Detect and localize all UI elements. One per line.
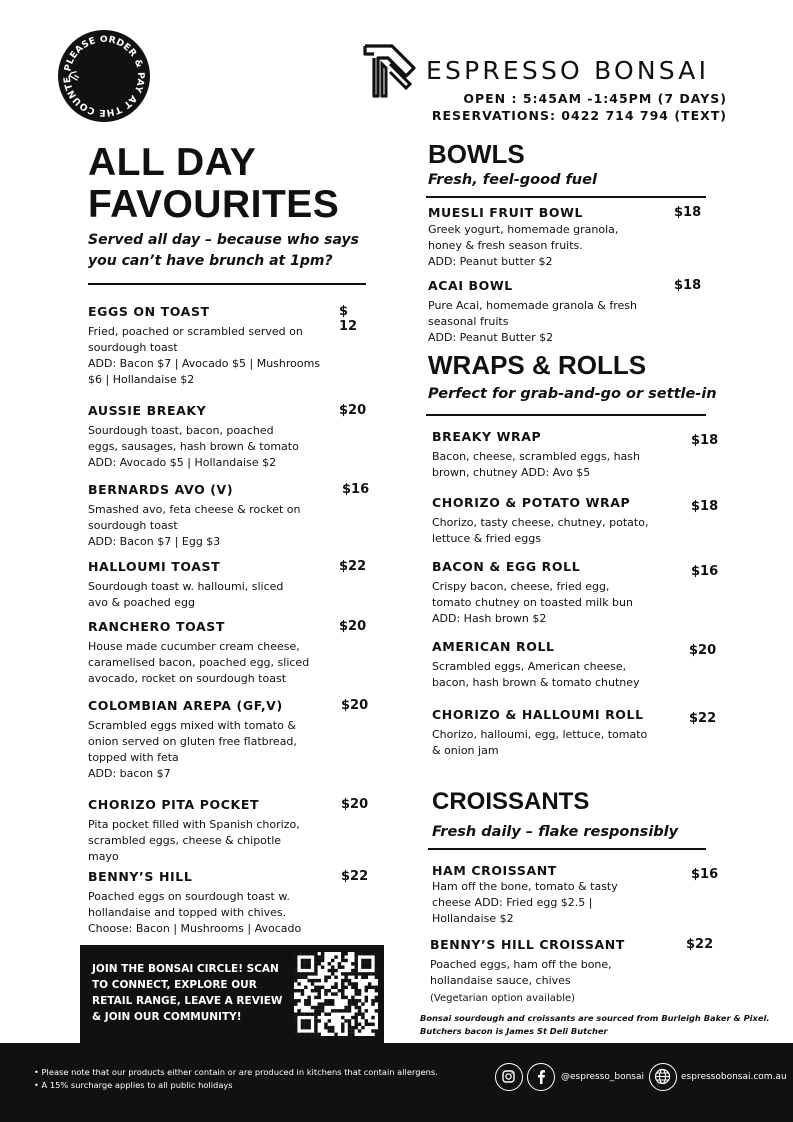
menu-item [88, 869, 370, 937]
espresso-bonsai-logo-icon [362, 42, 418, 100]
favourites-tagline [88, 230, 359, 272]
item-price: $16 [691, 564, 719, 579]
item-price: $20 [341, 797, 369, 812]
tagline-line-2: you can’t have brunch at 1pm? [88, 253, 333, 269]
bowls-title: BOWLS [428, 139, 525, 169]
wraps-title: WRAPS & ROLLS [428, 350, 647, 380]
sourcing-note: Bonsai sourdough and croissants are sourced from Burleigh Baker & Pixel. Butchers bacon is James St Deli Butcher [420, 1013, 770, 1036]
order-at-counter-badge [58, 30, 150, 122]
menu-item [432, 863, 719, 927]
item-price: $18 [691, 433, 719, 448]
wraps-divider [426, 414, 706, 416]
title-line-1: ALL DAY [88, 141, 257, 184]
item-price: $20 [339, 619, 367, 634]
hours-text: OPEN : 5:45AM -1:45PM (7 DAYS) [463, 91, 727, 106]
item-price: $20 [339, 403, 367, 418]
item-description: Poached eggs on sourdough toast w. hollandaise and topped with chives. Choose: Bacon | Mushrooms | Avocado [88, 890, 302, 935]
social-handle[interactable]: @espresso_bonsai [561, 1072, 644, 1082]
favourites-divider [88, 283, 366, 285]
item-description: Greek yogurt, homemade granola, honey & fresh season fruits. ADD: Peanut butter $2 [428, 223, 619, 268]
instagram-icon[interactable] [495, 1063, 523, 1091]
item-name: BREAKY WRAP [432, 429, 542, 444]
item-description: Chorizo, halloumi, egg, lettuce, tomato & onion jam [432, 728, 648, 757]
brand-name: ESPRESSO BONSAI [426, 56, 710, 85]
bonsai-circle-promo [80, 945, 384, 1043]
item-price: $ 12 [339, 304, 358, 334]
tagline-line-1: Served all day – because who says [88, 232, 359, 248]
item-price: $16 [342, 482, 370, 497]
menu-item [428, 205, 708, 270]
item-description: Scrambled eggs, American cheese, bacon, hash brown & tomato chutney [432, 660, 640, 689]
item-name: BACON & EGG ROLL [432, 559, 581, 574]
item-price: $22 [339, 559, 367, 574]
item-name: CHORIZO PITA POCKET [88, 797, 260, 812]
item-name: BERNARDS AVO (V) [88, 482, 234, 497]
item-description: Poached eggs, ham off the bone, hollandaise sauce, chives (Vegetarian option available) [430, 957, 716, 1007]
opening-hours [432, 90, 727, 124]
item-price: $16 [691, 867, 719, 882]
menu-item [88, 698, 370, 782]
item-name: MUESLI FRUIT BOWL [428, 205, 584, 220]
promo-text: JOIN THE BONSAI CIRCLE! SCAN TO CONNECT, EXPLORE OUR RETAIL RANGE, LEAVE A REVIEW & JOIN OUR COMMUNITY! [92, 963, 283, 1023]
svg-text:PLEASE ORDER & PAY AT THE COUN: PLEASE ORDER & PAY AT THE COUNTE [61, 33, 147, 119]
vegetarian-note: (Vegetarian option available) [430, 993, 576, 1004]
menu-item [430, 937, 716, 1007]
croissants-tagline: Fresh daily – flake responsibly [432, 824, 679, 840]
menu-item [428, 278, 708, 346]
item-name: HAM CROISSANT [432, 863, 557, 878]
item-description: Fried, poached or scrambled served on sourdough toast ADD: Bacon $7 | Avocado $5 | Mushrooms $6 | Hollandaise $2 [88, 325, 321, 386]
menu-item [432, 429, 719, 481]
bowls-tagline: Fresh, feel-good fuel [428, 172, 597, 188]
footer [0, 1043, 793, 1122]
menu-item [432, 559, 719, 627]
item-name: HALLOUMI TOAST [88, 559, 221, 574]
menu-item [432, 707, 716, 759]
item-price: $20 [341, 698, 369, 713]
item-description: House made cucumber cream cheese, caramelised bacon, poached egg, sliced avocado, rocket on sourdough toast [88, 640, 310, 685]
item-name: AUSSIE BREAKY [88, 403, 207, 418]
item-price: $18 [691, 499, 719, 514]
item-price: $18 [674, 278, 702, 293]
item-description: Pita pocket filled with Spanish chorizo, scrambled eggs, cheese & chipotle mayo [88, 818, 300, 863]
croissants-divider [428, 848, 706, 850]
item-description: Ham off the bone, tomato & tasty cheese ADD: Fried egg $2.5 | Hollandaise $2 [432, 880, 618, 925]
item-description: Scrambled eggs mixed with tomato & onion served on gluten free flatbread, topped with feta ADD: bacon $7 [88, 719, 297, 780]
croissants-title: CROISSANTS [432, 788, 590, 815]
item-name: BENNY’S HILL [88, 869, 193, 884]
menu-item [88, 304, 368, 388]
item-name: BENNY’S HILL CROISSANT [430, 937, 625, 952]
badge-ring-text [58, 30, 150, 122]
item-description: Sourdough toast w. halloumi, sliced avo & poached egg [88, 580, 284, 609]
item-name: CHORIZO & HALLOUMI ROLL [432, 707, 644, 722]
allergen-notes: • Please note that our products either contain or are produced in kitchens that contain allergens. • A 15% surcharge applies to all public holidays [34, 1067, 438, 1090]
item-description: Crispy bacon, cheese, fried egg, tomato chutney on toasted milk bun ADD: Hash brown $2 [432, 580, 633, 625]
reservations-text: RESERVATIONS: 0422 714 794 (TEXT) [431, 108, 727, 123]
item-description: Chorizo, tasty cheese, chutney, potato, lettuce & fried eggs [432, 516, 649, 545]
website-link[interactable]: espressobonsai.com.au [681, 1072, 787, 1082]
item-name: ACAI BOWL [428, 278, 513, 293]
item-name: CHORIZO & POTATO WRAP [432, 495, 631, 510]
wraps-tagline: Perfect for grab-and-go or settle-in [428, 386, 717, 402]
item-name: RANCHERO TOAST [88, 619, 225, 634]
item-description: Bacon, cheese, scrambled eggs, hash brown, chutney ADD: Avo $5 [432, 450, 640, 479]
facebook-icon[interactable] [527, 1063, 555, 1091]
menu-item [88, 403, 368, 471]
menu-item [432, 495, 719, 547]
title-line-2: FAVOURITES [88, 183, 340, 226]
menu-item [88, 619, 368, 687]
menu-item [88, 797, 370, 865]
item-name: EGGS ON TOAST [88, 304, 210, 319]
item-name: AMERICAN ROLL [432, 639, 555, 654]
menu-item [432, 639, 716, 691]
item-price: $20 [689, 643, 717, 658]
qr-code-icon [294, 952, 378, 1036]
globe-icon[interactable] [649, 1063, 677, 1091]
item-name: COLOMBIAN AREPA (GF,V) [88, 698, 283, 713]
item-price: $22 [341, 869, 369, 884]
item-description: Pure Acai, homemade granola & fresh seasonal fruits ADD: Peanut Butter $2 [428, 299, 637, 344]
qr-code[interactable] [294, 952, 378, 1036]
item-description: Smashed avo, feta cheese & rocket on sourdough toast ADD: Bacon $7 | Egg $3 [88, 503, 301, 548]
item-price: $22 [686, 937, 714, 952]
menu-item [88, 482, 368, 550]
item-price: $18 [674, 205, 702, 220]
all-day-favourites-title [88, 142, 339, 226]
bowls-divider [426, 196, 706, 198]
item-price: $22 [689, 711, 717, 726]
item-description: Sourdough toast, bacon, poached eggs, sausages, hash brown & tomato ADD: Avocado $5 | Hollandaise $2 [88, 424, 299, 469]
menu-item [88, 559, 368, 611]
